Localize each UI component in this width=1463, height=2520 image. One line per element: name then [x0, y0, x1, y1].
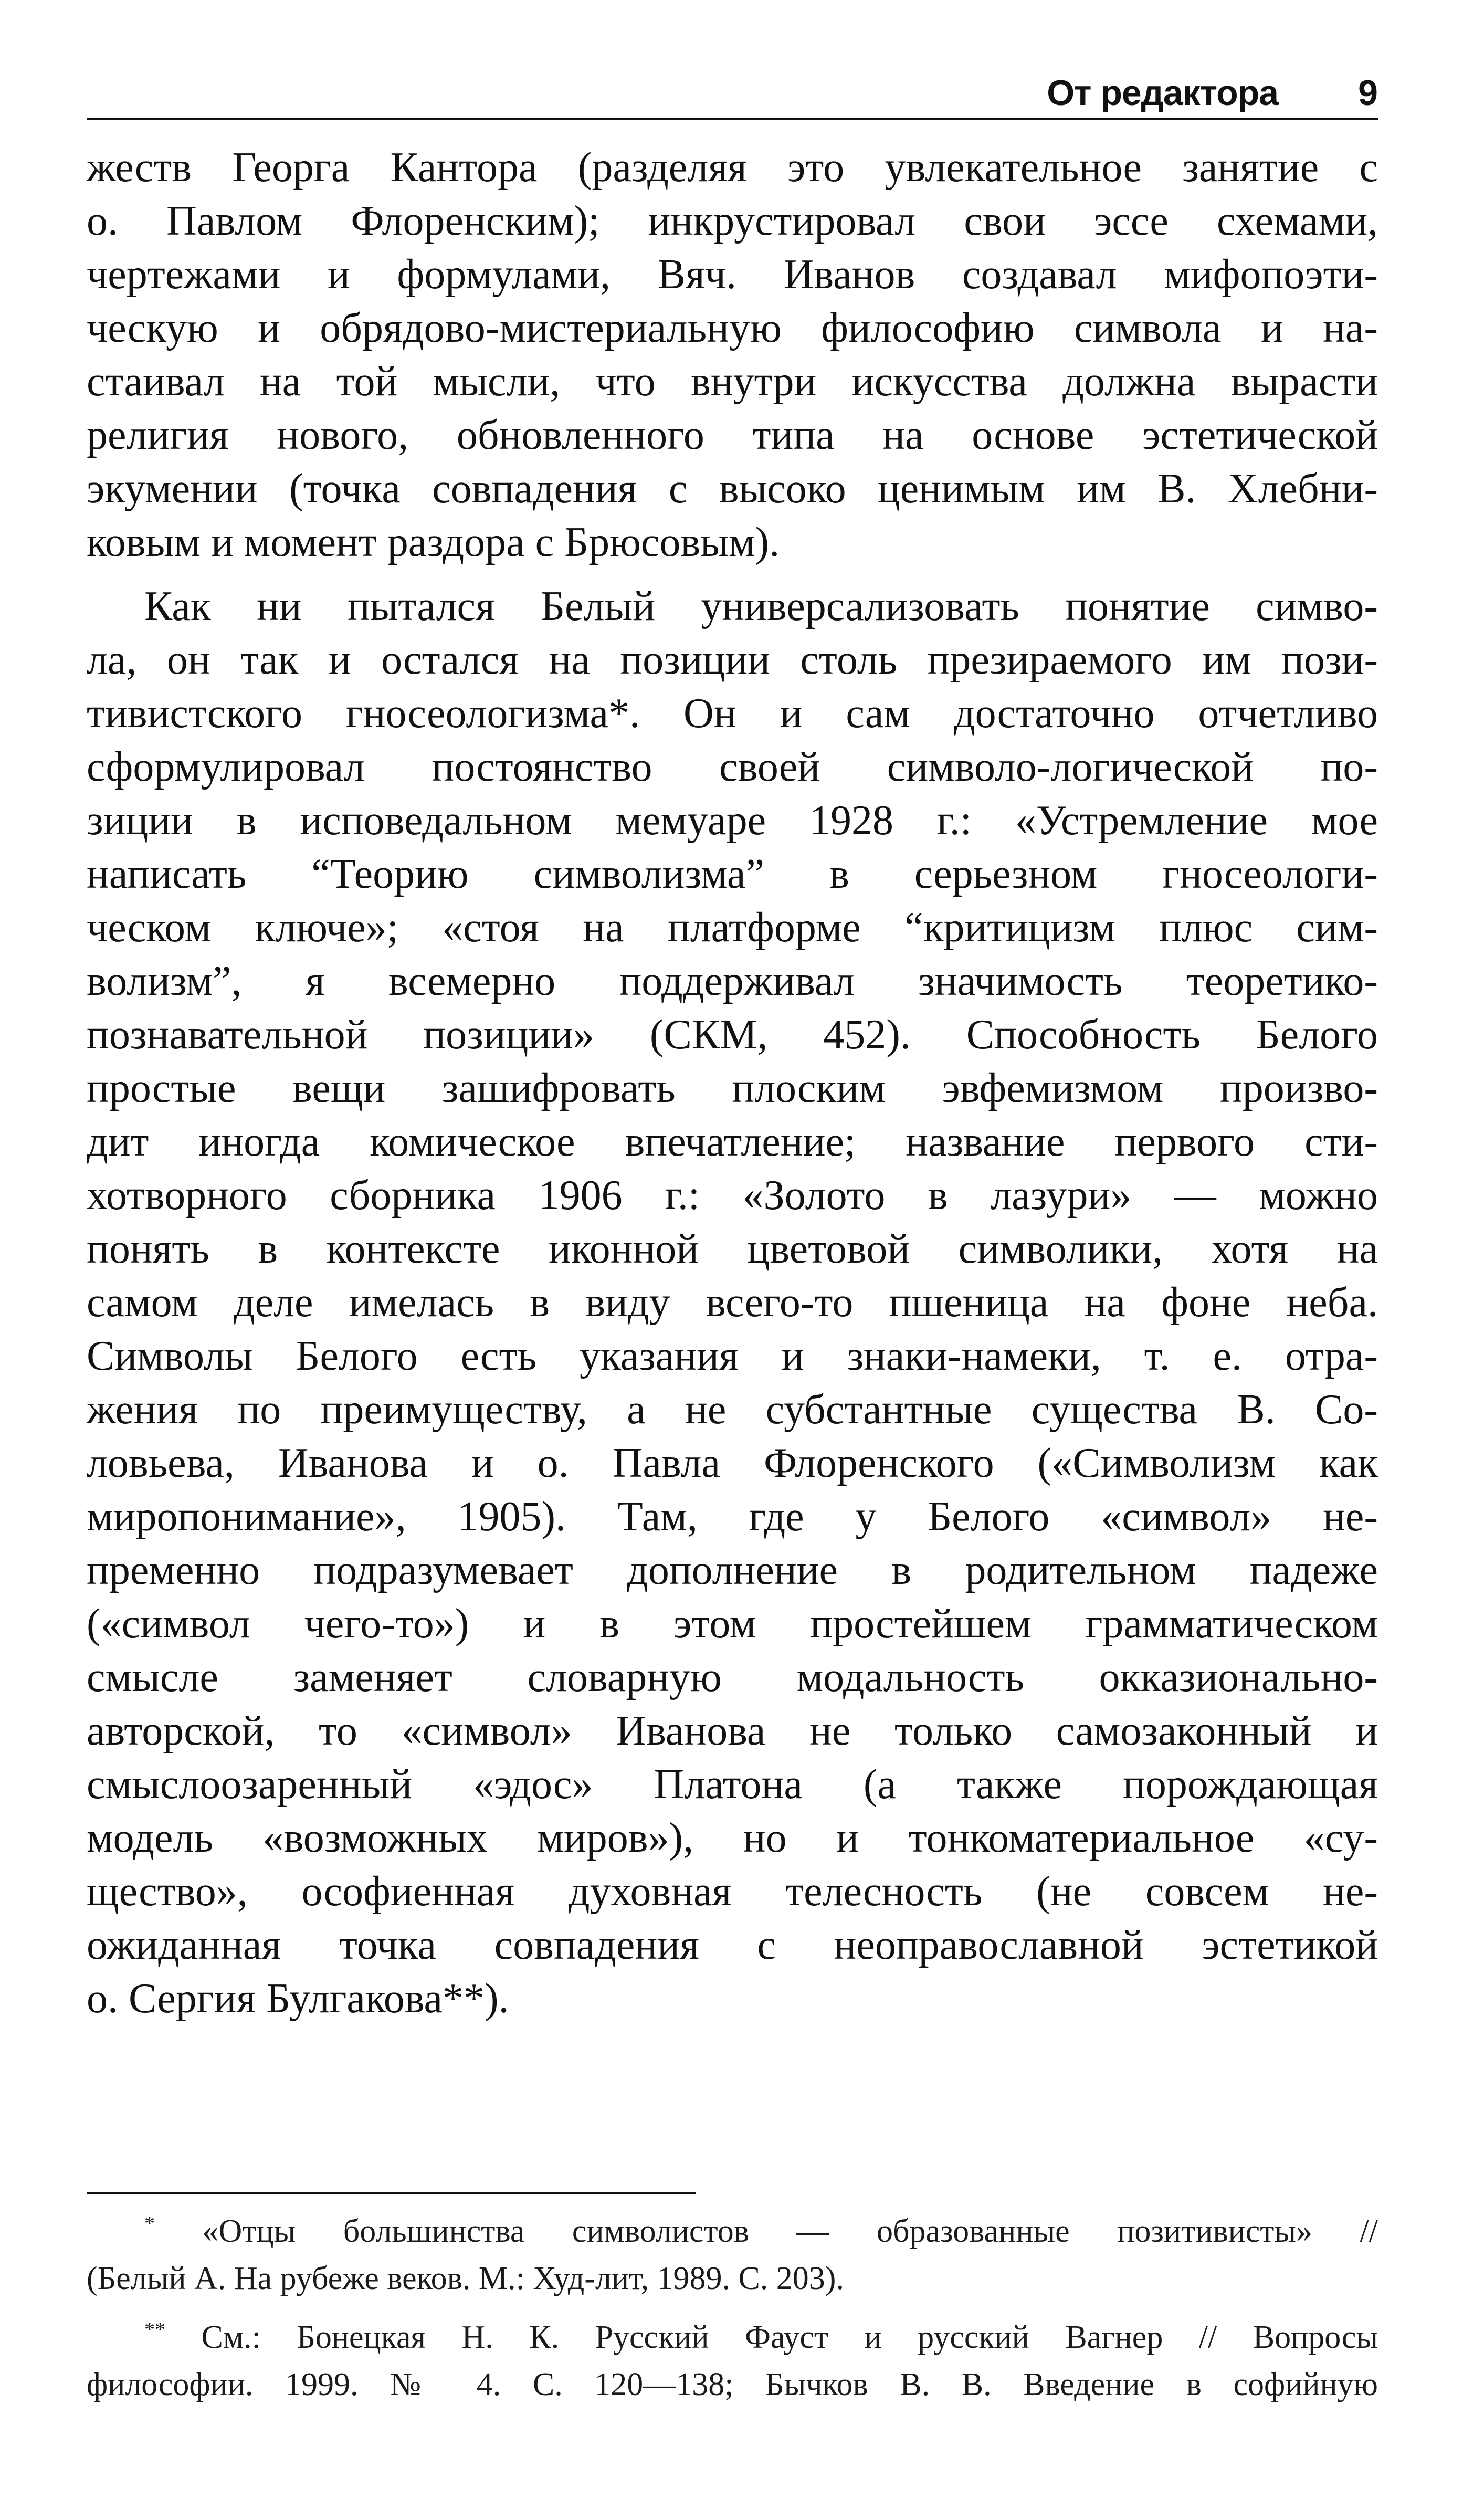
text-line: чертежами и формулами, Вяч. Иванов создавал мифопоэти- [87, 251, 1378, 298]
text-line: волизм”, я всемерно поддерживал значимость теоретико- [87, 958, 1378, 1004]
footnote-line [87, 2314, 1378, 2361]
text-line: понять в контексте иконной цветовой символики, хотя на [87, 1226, 1378, 1272]
text-line: щество», ософиенная духовная телесность (не совсем не- [87, 1868, 1378, 1915]
text-line: жеств Георга Кантора (разделяя это увлекательное занятие с [87, 144, 1378, 191]
text-line: хотворного сборника 1906 г.: «Золото в лазури» — можно [87, 1172, 1378, 1219]
footnote-line [87, 2208, 1378, 2255]
footnote-rule [87, 2192, 696, 2194]
main-text [87, 141, 1378, 2025]
text-line: ческую и обрядово-мистериальную философию символа и на- [87, 305, 1378, 351]
text-line: зиции в исповедальном мемуаре 1928 г.: «Устремление мое [87, 797, 1378, 844]
text-line: ожиданная точка совпадения с неоправославной эстетикой [87, 1922, 1378, 1968]
footnote-1 [87, 2208, 1378, 2302]
text-line: сформулировал постоянство своей символо-логической по- [87, 744, 1378, 790]
text-line: экумении (точка совпадения с высоко ценимым им В. Хлебни- [87, 466, 1378, 512]
footnote-2 [87, 2314, 1378, 2408]
footnote-text: «Отцы большинства символистов — образованные позитивисты» // [202, 2213, 1378, 2249]
footnote-text: См.: Бонецкая Н. К. Русский Фауст и русский Вагнер // Вопросы [201, 2319, 1378, 2355]
footnotes [87, 2208, 1378, 2408]
footnote-marker: ** [144, 2317, 165, 2342]
footnote-marker: * [144, 2211, 155, 2235]
footnote-line: (Белый А. На рубеже веков. М.: Худ-лит, 1989. С. 203). [87, 2261, 844, 2296]
text-line: миропонимание», 1905). Там, где у Белого «символ» не- [87, 1494, 1378, 1540]
text-line: религия нового, обновленного типа на основе эстетической [87, 412, 1378, 458]
text-line: ловьева, Иванова и о. Павла Флоренского («Символизм как [87, 1440, 1378, 1486]
text-line: стаивал на той мысли, что внутри искусства должна вырасти [87, 359, 1378, 405]
text-line: смысле заменяет словарную модальность окказионально- [87, 1654, 1378, 1700]
text-line: тивистского гносеологизма*. Он и сам достаточно отчетливо [87, 690, 1378, 737]
paragraph-2 [87, 580, 1378, 2025]
text-line: авторской, то «символ» Иванова не только самозаконный и [87, 1708, 1378, 1754]
running-header-title: От редактора [1047, 73, 1278, 113]
text-line: жения по преимуществу, а не субстантные существа В. Со- [87, 1387, 1378, 1433]
text-line: Символы Белого есть указания и знаки-намеки, т. е. отра- [87, 1333, 1378, 1379]
text-line: познавательной позиции» (СКМ, 452). Способность Белого [87, 1012, 1378, 1058]
header-rule [87, 118, 1378, 120]
text-line: о. Сергия Булгакова**). [87, 1976, 509, 2022]
text-line: самом деле имелась в виду всего-то пшеница на фоне неба. [87, 1279, 1378, 1326]
text-line: Как ни пытался Белый универсализовать понятие симво- [144, 583, 1378, 629]
running-header [87, 69, 1378, 117]
text-line: о. Павлом Флоренским); инкрустировал свои эссе схемами, [87, 198, 1378, 244]
text-line: смыслоозаренный «эдос» Платона (а также порождающая [87, 1761, 1378, 1808]
text-line: ковым и момент раздора с Брюсовым). [87, 519, 780, 565]
text-line: ла, он так и остался на позиции столь презираемого им пози- [87, 637, 1378, 683]
text-line: («символ чего-то») и в этом простейшем грамматическом [87, 1601, 1378, 1647]
text-line: модель «возможных миров»), но и тонкоматериальное «су- [87, 1815, 1378, 1861]
text-line: пременно подразумевает дополнение в родительном падеже [87, 1547, 1378, 1593]
text-line: написать “Теорию символизма” в серьезном гносеологи- [87, 851, 1378, 897]
text-line: ческом ключе»; «стоя на платформе “критицизм плюс сим- [87, 905, 1378, 951]
page-number: 9 [1358, 73, 1378, 113]
text-line: простые вещи зашифровать плоским эвфемизмом произво- [87, 1065, 1378, 1111]
footnote-line: философии. 1999. № 4. С. 120—138; Бычков В. В. Введение в софийную [87, 2367, 1378, 2402]
text-line: дит иногда комическое впечатление; название первого сти- [87, 1119, 1378, 1165]
paragraph-1 [87, 141, 1378, 569]
